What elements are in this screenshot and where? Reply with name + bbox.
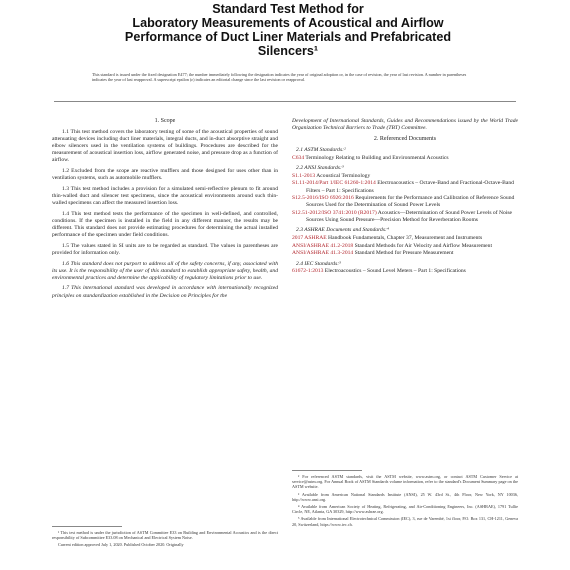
international-paragraph-continued: Development of International Standards, Guides and Recommendations issued by the World Trade Organization Technical Barriers to Trade (TBT) Committee. bbox=[292, 118, 518, 132]
reference-title: Acoustics—Determination of Sound Power Levels of Noise Sources Using Sound Pressure—Precision Method for Reverberation Rooms bbox=[306, 210, 513, 224]
title-line: Laboratory Measurements of Acoustical and Airflow bbox=[132, 16, 444, 30]
reference-item[interactable] bbox=[292, 243, 518, 250]
footnote-divider bbox=[292, 470, 362, 471]
footnotes-right bbox=[292, 470, 518, 529]
footnote: ¹ This test method is under the jurisdiction of ASTM Committee E33 on Building and Environmental Acoustics and is the direct responsibility of Subcommittee E33.08 on Mechanical and Electrical System Noise. bbox=[52, 530, 278, 541]
footnote: ² For referenced ASTM standards, visit the ASTM website, www.astm.org, or contact ASTM Customer Service at service@astm.org. For Annual Book of ASTM Standards volume information, refer to the standard's Document Summary page on the ASTM website. bbox=[292, 474, 518, 490]
reference-title: Terminology Relating to Building and Environmental Acoustics bbox=[304, 154, 449, 161]
reference-designation[interactable]: S12.51-2012/ISO 3741:2010 (R2017) bbox=[292, 210, 377, 216]
reference-item[interactable] bbox=[292, 180, 518, 194]
reference-title: Handbook Fundamentals, Chapter 37, Measurement and Instruments bbox=[326, 235, 483, 242]
reference-designation[interactable]: ANSI/ASHRAE 41.2-2018 bbox=[292, 242, 354, 249]
reference-designation[interactable]: S12.5-2016/ISO 6926:2016 bbox=[292, 195, 354, 202]
footnote: ⁵ Available from International Electrotechnical Commission (IEC), 3, rue de Varembé, 1st floor, P.O. Box 131, CH-1211, Geneva 20, Switzerland, https://www.iec.ch. bbox=[292, 516, 518, 527]
reference-item[interactable] bbox=[292, 235, 518, 242]
right-column bbox=[292, 118, 518, 276]
scope-paragraph: 1.1 This test method covers the laboratory testing of some of the acoustical properties of sound attenuating devices including duct liner materials, integral ducts, and in-duct absorptive straight and elbow silencers used in the ventilation systems of buildings. Procedures are described for the measurement of acoustical insertion loss, airflow generated noise, and pressure drop as a function of airflow. bbox=[52, 129, 278, 164]
ashrae-standards-heading: 2.3 ASHRAE Documents and Standards:⁴ bbox=[296, 227, 389, 234]
reference-title: Acoustical Terminology bbox=[315, 172, 371, 179]
footnote: ³ Available from American National Standards Institute (ANSI), 25 W. 43rd St., 4th Floor, New York, NY 10036, http://www.ansi.org. bbox=[292, 491, 518, 502]
reference-item[interactable] bbox=[292, 210, 518, 224]
left-column bbox=[52, 118, 278, 303]
scope-paragraph: 1.3 This test method includes a provision for a simulated semi-reflective plenum to fit around thin-walled duct and silencer test specimens, since the acoustical environments around such thin-walled specimens can affect the measured insertion loss. bbox=[52, 185, 278, 207]
title-line: Standard Test Method for bbox=[212, 2, 364, 16]
footnote: ⁴ Available from American Society of Heating, Refrigerating, and Air-Conditioning Engineers, Inc. (ASHRAE), 1791 Tullie Circle, NE, Atlanta, GA 30329, http://www.ashrae.org. bbox=[292, 504, 518, 515]
reference-designation[interactable]: C634 bbox=[292, 154, 305, 161]
international-paragraph: 1.7 This international standard was developed in accordance with internationally recognized principles on standardization established in the Decision on Principles for the bbox=[52, 285, 278, 299]
reference-title: Standard Method for Pressure Measurement bbox=[353, 250, 454, 257]
footnotes-left bbox=[52, 526, 278, 550]
referenced-documents-heading: 2. Referenced Documents bbox=[373, 135, 437, 142]
reference-title: Electroacoustics – Sound Level Meters – Part 1: Specifications bbox=[323, 268, 466, 275]
footnote: Current edition approved July 1, 2020. Published October 2020. Originally bbox=[58, 542, 184, 548]
iec-standards-heading: 2.4 IEC Standards:⁵ bbox=[296, 260, 342, 267]
reference-item[interactable] bbox=[292, 173, 518, 180]
scope-paragraph: 1.4 This test method tests the performance of the specimen in well-defined, and controlled, conditions. If the specimen is installed in the field in any different manner, the results may be different. This standard does not provide estimating procedures for determining the actual installed performance of the specimen under field conditions. bbox=[52, 210, 278, 239]
scope-paragraph: 1.5 The values stated in SI units are to be regarded as standard. The values in parentheses are provided for information only. bbox=[52, 242, 278, 256]
reference-designation[interactable]: S1.1-2013 bbox=[292, 172, 316, 179]
reference-title: Requirements for the Performance and Calibration of Reference Sound Sources Used for the Determination of Sound Power Levels bbox=[306, 195, 515, 209]
safety-paragraph: 1.6 This standard does not purport to address all of the safety concerns, if any, associated with its use. It is the responsibility of the user of this standard to establish appropriate safety, health, and environmental practices and determine the applicability of regulatory limitations prior to use. bbox=[52, 260, 278, 281]
title-line: Performance of Duct Liner Materials and Prefabricated bbox=[124, 30, 452, 44]
reference-item[interactable] bbox=[292, 155, 518, 162]
reference-designation[interactable]: 61672-1:2013 bbox=[292, 268, 324, 275]
reference-designation[interactable]: ANSI/ASHRAE 41.3-2014 bbox=[292, 250, 354, 257]
document-title bbox=[88, 2, 488, 58]
ansi-standards-heading: 2.2 ANSI Standards:³ bbox=[296, 164, 344, 171]
reference-title: Electroacoustics – Octave-Band and Fractional-Octave-Band Filters – Part 1: Specifications bbox=[306, 180, 514, 194]
footnote-divider bbox=[52, 526, 122, 527]
reference-title: Standard Methods for Air Velocity and Airflow Measurement bbox=[353, 242, 493, 249]
reference-designation[interactable]: 2017 ASHRAE bbox=[292, 235, 327, 242]
header-divider bbox=[54, 101, 516, 102]
reference-item[interactable] bbox=[292, 268, 518, 275]
reference-item[interactable] bbox=[292, 195, 518, 209]
scope-paragraph: 1.2 Excluded from the scope are reactive mufflers and those designed for uses other than in ventilation systems, such as automobile mufflers. bbox=[52, 168, 278, 182]
astm-standards-heading: 2.1 ASTM Standards:² bbox=[296, 146, 346, 153]
scope-heading: 1. Scope bbox=[154, 118, 176, 124]
designation-notice: This standard is issued under the fixed designation E477; the number immediately following the designation indicates the year of original adoption or, in the case of revision, the year of last revision. A number in parentheses indicates the year of last reapproval. A superscript epsilon (ε) indicates an editorial change since the last revision or reapproval. bbox=[92, 72, 467, 83]
title-line: Silencers¹ bbox=[257, 44, 319, 58]
reference-designation[interactable]: S1.11-2014/Part 1/IEC 61260-1:2014 bbox=[292, 180, 376, 187]
reference-item[interactable] bbox=[292, 250, 518, 257]
